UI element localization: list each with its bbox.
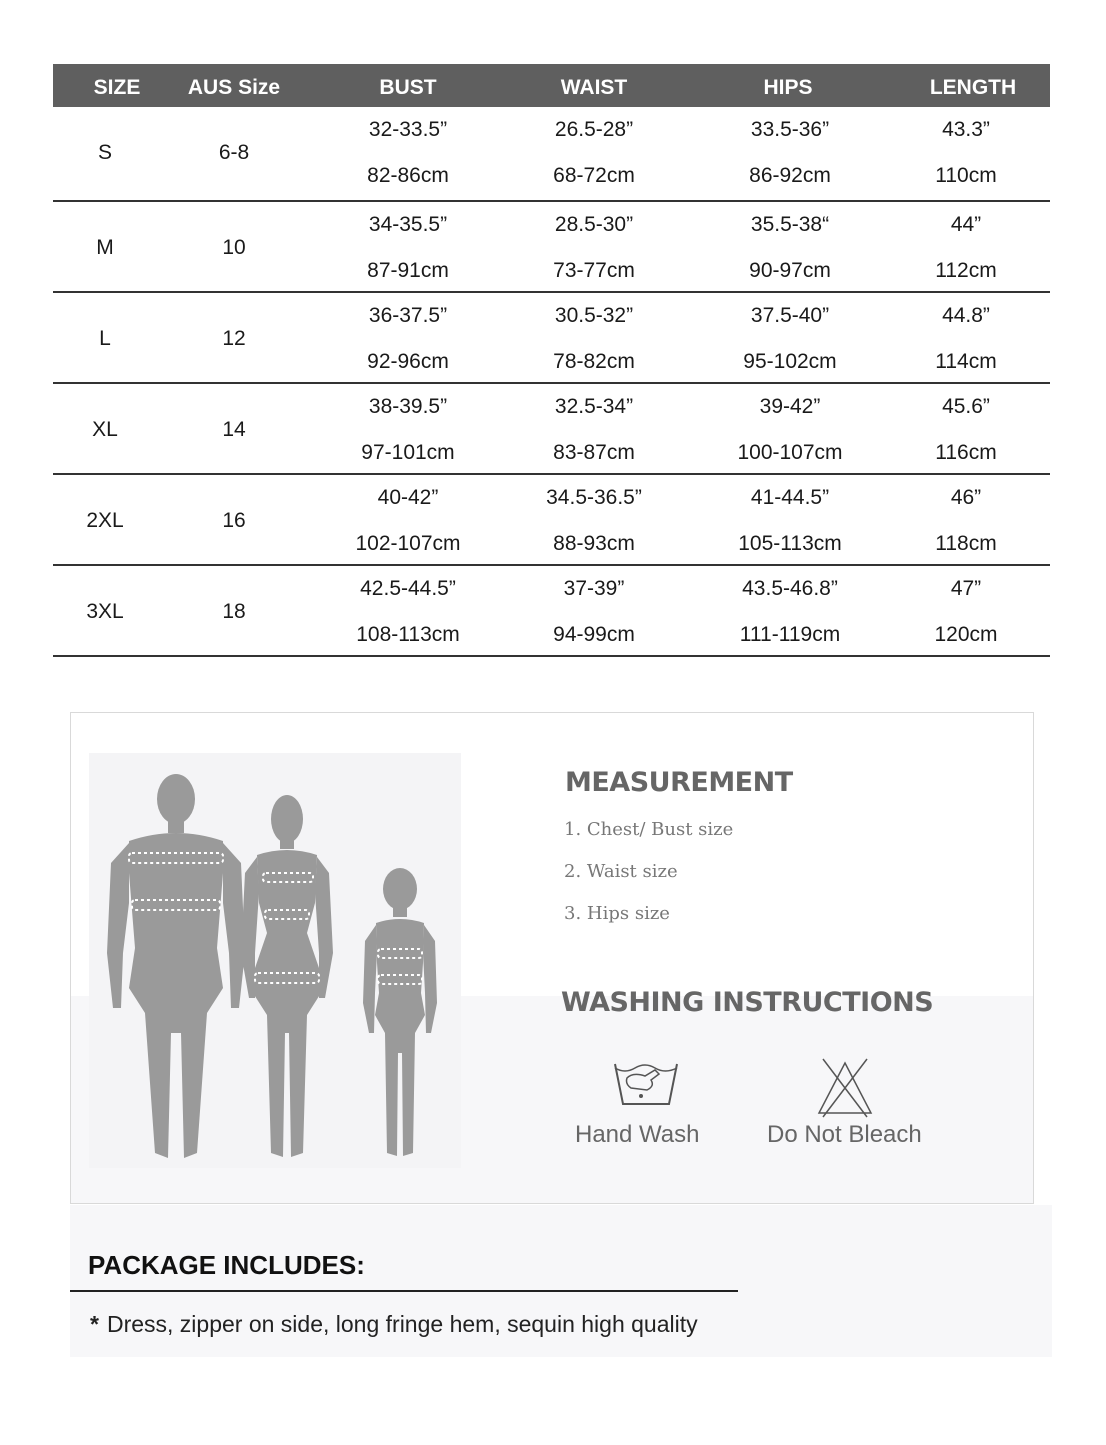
cell-size: 3XL (86, 600, 124, 623)
cell-length-inches: 47” (950, 577, 982, 600)
cell-bust-inches: 40-42” (377, 486, 439, 509)
header-bust: BUST (379, 76, 437, 99)
cell-bust-cm: 97-101cm (361, 441, 455, 464)
cell-aus-size: 10 (222, 236, 246, 259)
cell-length-inches: 45.6” (942, 395, 990, 418)
measurement-item-bust: 1. Chest/ Bust size (564, 819, 734, 840)
cell-hips-inches: 35.5-38“ (750, 213, 830, 236)
cell-length-cm: 120cm (934, 623, 998, 646)
header-hips: HIPS (763, 76, 813, 99)
cell-hips-inches: 39-42” (759, 395, 821, 418)
cell-bust-inches: 34-35.5” (368, 213, 448, 236)
cell-waist-inches: 32.5-34” (554, 395, 634, 418)
bullet-star: * (90, 1311, 99, 1337)
hand-wash-icon (611, 1058, 681, 1115)
cell-waist-inches: 26.5-28” (554, 118, 634, 141)
cell-hips-cm: 90-97cm (749, 259, 831, 282)
measurement-panel (70, 712, 1034, 1204)
cell-waist-cm: 83-87cm (553, 441, 635, 464)
child-figure-icon (363, 868, 437, 1156)
cell-length-inches: 43.3” (942, 118, 990, 141)
cell-length-cm: 112cm (935, 259, 997, 282)
do-not-bleach-label: Do Not Bleach (767, 1121, 922, 1148)
header-waist: WAIST (560, 76, 628, 99)
cell-bust-cm: 82-86cm (367, 164, 449, 187)
cell-bust-cm: 92-96cm (367, 350, 449, 373)
cell-length-inches: 46” (950, 486, 982, 509)
do-not-bleach-icon (815, 1057, 875, 1124)
cell-aus-size: 18 (222, 600, 246, 623)
table-row (53, 566, 1050, 657)
cell-size: XL (92, 418, 118, 441)
table-row (53, 202, 1050, 293)
cell-size: S (97, 141, 112, 164)
cell-hips-inches: 41-44.5” (750, 486, 830, 509)
cell-size: L (99, 327, 111, 350)
header-length: LENGTH (929, 76, 1017, 99)
table-row (53, 475, 1050, 566)
table-row (53, 293, 1050, 384)
cell-hips-inches: 43.5-46.8” (742, 577, 838, 600)
cell-waist-inches: 30.5-32” (554, 304, 634, 327)
package-item (90, 1311, 698, 1338)
cell-waist-cm: 94-99cm (553, 623, 635, 646)
hand-wash-label: Hand Wash (575, 1121, 700, 1148)
cell-length-cm: 110cm (935, 164, 997, 187)
cell-bust-cm: 102-107cm (355, 532, 461, 555)
washing-title: WASHING INSTRUCTIONS (561, 987, 934, 1018)
cell-bust-cm: 108-113cm (356, 623, 460, 646)
table-row (53, 384, 1050, 475)
cell-size: 2XL (86, 509, 124, 532)
measurement-item-waist: 2. Waist size (564, 861, 678, 882)
package-divider (70, 1290, 738, 1292)
cell-length-inches: 44” (950, 213, 982, 236)
cell-hips-cm: 86-92cm (749, 164, 831, 187)
cell-length-inches: 44.8” (942, 304, 990, 327)
cell-hips-cm: 100-107cm (737, 441, 843, 464)
cell-aus-size: 12 (222, 327, 246, 350)
cell-waist-inches: 28.5-30” (554, 213, 634, 236)
cell-bust-inches: 36-37.5” (368, 304, 448, 327)
package-item-text: Dress, zipper on side, long fringe hem, sequin high quality (106, 1311, 698, 1337)
cell-bust-cm: 87-91cm (367, 259, 449, 282)
cell-hips-cm: 111-119cm (739, 623, 841, 646)
cell-waist-inches: 37-39” (563, 577, 625, 600)
cell-hips-inches: 37.5-40” (750, 304, 830, 327)
header-size: SIZE (93, 76, 141, 99)
cell-size: M (96, 236, 114, 259)
cell-waist-cm: 68-72cm (553, 164, 635, 187)
cell-length-cm: 116cm (935, 441, 997, 464)
man-figure-icon (107, 774, 245, 1158)
cell-aus-size: 6-8 (218, 141, 250, 164)
table-row (53, 107, 1050, 202)
size-chart-table (53, 64, 1050, 657)
cell-aus-size: 16 (222, 509, 246, 532)
cell-bust-inches: 32-33.5” (368, 118, 448, 141)
cell-length-cm: 118cm (935, 532, 997, 555)
cell-waist-cm: 73-77cm (553, 259, 635, 282)
measurement-title: MEASUREMENT (565, 767, 793, 798)
cell-bust-inches: 42.5-44.5” (360, 577, 456, 600)
header-aus: AUS Size (187, 76, 281, 99)
cell-waist-cm: 88-93cm (553, 532, 635, 555)
cell-aus-size: 14 (222, 418, 246, 441)
cell-hips-cm: 95-102cm (743, 350, 837, 373)
cell-waist-cm: 78-82cm (553, 350, 635, 373)
cell-length-cm: 114cm (935, 350, 997, 373)
cell-hips-inches: 33.5-36” (750, 118, 830, 141)
cell-bust-inches: 38-39.5” (368, 395, 448, 418)
body-measurement-figures (89, 753, 461, 1168)
measurement-item-hips: 3. Hips size (564, 903, 670, 924)
cell-waist-inches: 34.5-36.5” (546, 486, 642, 509)
package-title: PACKAGE INCLUDES: (88, 1250, 365, 1280)
table-header (53, 64, 1050, 107)
cell-hips-cm: 105-113cm (738, 532, 842, 555)
